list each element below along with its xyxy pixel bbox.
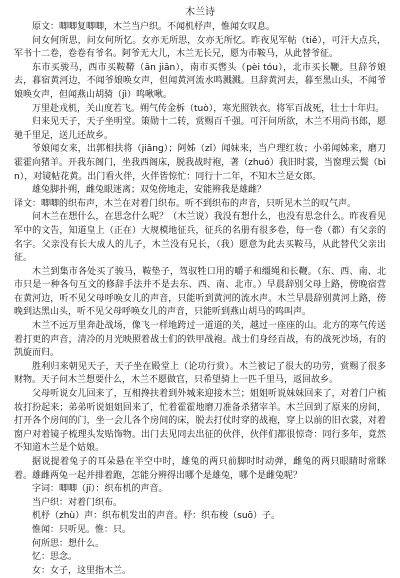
paragraph: 胜利归来朝见天子，天子坐在殿堂上（论功行赏）。木兰被记了很大的功劳，赏赐了很多财物。天子问木兰想要什么，木兰不愿做官，只希望骑上一匹千里马，返回故乡。 xyxy=(14,361,386,386)
paragraph: 父母听说女儿回来了，互相搀扶着到外城来迎接木兰；姐姐听说妹妹回来了，对着门户梳妆打扮起来；弟弟听说姐姐回来了，忙着霍霍地磨刀准备杀猪宰羊。木兰回到了原来的房间，打开各个房间的门，坐一会儿各个房间的床，脱去打仗时穿的战袍，穿上以前的旧衣裳，对着窗户对着镜子梳理头发贴饰物。出门去见同去出征的伙伴，伙伴们都很惊奇：同行多年，竟然不知道木兰是个姑娘。 xyxy=(14,389,386,454)
paragraph: 机杼（zhù）声：织布机发出的声音。杼：织布梭（suō）子。 xyxy=(32,511,281,522)
paragraph: 何所思：想什么。 xyxy=(32,538,105,549)
page-title: 木兰诗 xyxy=(185,7,215,18)
paragraph: 雄兔脚扑朔，雌兔眼迷离；双兔傍地走，安能辨我是雄雌？ xyxy=(32,185,267,196)
paragraph: 木兰不远万里奔赴战场，像飞一样地跨过一道道的关，越过一座座的山。北方的寒气传送着打更的声音，清冷的月光映照着战士们的铁甲战袍。战士们身经百战，有的战死沙场，有的凯旋而归。 xyxy=(14,321,386,359)
paragraph: 女：女子，这里指木兰。 xyxy=(32,565,132,576)
paragraph: 归来见天子，天子坐明堂。策勋十二转，赏赐百千强。可汗问所欲，木兰不用尚书郎，愿驰千里足，送儿还故乡。 xyxy=(14,117,386,141)
paragraph: 据说提着兔子的耳朵悬在半空中时，雄兔的两只前脚时时动弹，雌兔的两只眼睛时常眯着。雄雌两兔一起并排着跑，怎能分辨得出哪个是雄兔，哪个是雌兔呢？ xyxy=(14,457,386,481)
paragraph: 问女何所思，问女何所忆。女亦无所思，女亦无所忆。昨夜见军帖（tiě），可汗大点兵，军书十二卷，卷卷有爷名。阿爷无大儿，木兰无长兄，愿为市鞍马，从此替爷征。 xyxy=(14,35,386,60)
paragraph: 当户织：对着门织布。 xyxy=(32,497,123,508)
paragraph: 忆：思念。 xyxy=(32,552,78,563)
document-body xyxy=(14,21,386,578)
paragraph: 惟闻：只听见。惟：只。 xyxy=(32,524,132,535)
paragraph: 字词：唧唧（jī）：织布机的声音。 xyxy=(32,484,168,495)
paragraph: 东市买骏马，西市买鞍鞯（ān jiān），南市买辔头（pèi tóu），北市买长鞭。旦辞爷娘去，暮宿黄河边，不闻爷娘唤女声，但闻黄河流水鸣溅溅。旦辞黄河去，暮至黑山头，不闻爷娘唤女声，但闻燕山胡骑（jì）鸣啾啾。 xyxy=(14,62,386,100)
paragraph: 问木兰在想什么，在思念什么呢？（木兰说）我没有想什么，也没有思念什么。昨夜看见军中的文告，知道皇上（正在）大规模地征兵，征兵的名册有很多卷，每一卷（都）有父亲的名字。父亲没有长大成人的儿子，木兰没有兄长，（我）愿意为此去买鞍马，从此替代父亲出征。 xyxy=(14,212,386,264)
paragraph: 原文：唧唧复唧唧，木兰当户织。不闻机杼声，惟闻女叹息。 xyxy=(32,22,276,32)
paragraph: 万里赴戎机，关山度若飞。朔气传金柝（tuò），寒光照铁衣。将军百战死，壮士十年归。 xyxy=(32,103,385,114)
paragraph: 译文：唧唧的织布声，木兰在对着门织布。听不到织布的声音，只听见木兰的叹气声。 xyxy=(14,198,357,209)
paragraph: 木兰到集市各处买了骏马，鞍垫子，驾驭牲口用的嚼子和缰绳和长鞭。（东、西、南、北市只是一种各句互文的修辞手法并不是去东、西、南、北市。）早晨辞别父母上路，傍晚宿营在黄河边，听不见父母呼唤女儿的声音，只能听到黄河的流水声。木兰早晨辞别黄河上路，傍晚到达黑山头，听不见父母呼唤女儿的声音，只能听到燕山胡马的鸣叫声。 xyxy=(14,266,386,318)
paragraph: 爷娘闻女来，出郭相扶将（jiāng）；阿姊（zǐ）闻妹来，当户理红妆；小弟闻姊来，磨刀霍霍向猪羊。开我东阁门，坐我西阁床，脱我战时袍，著（zhuó）我旧时裳，当窗理云鬓（bìn），对镜帖花黄。出门看火伴，火伴皆惊忙：同行十二年，不知木兰是女郎。 xyxy=(14,144,386,182)
